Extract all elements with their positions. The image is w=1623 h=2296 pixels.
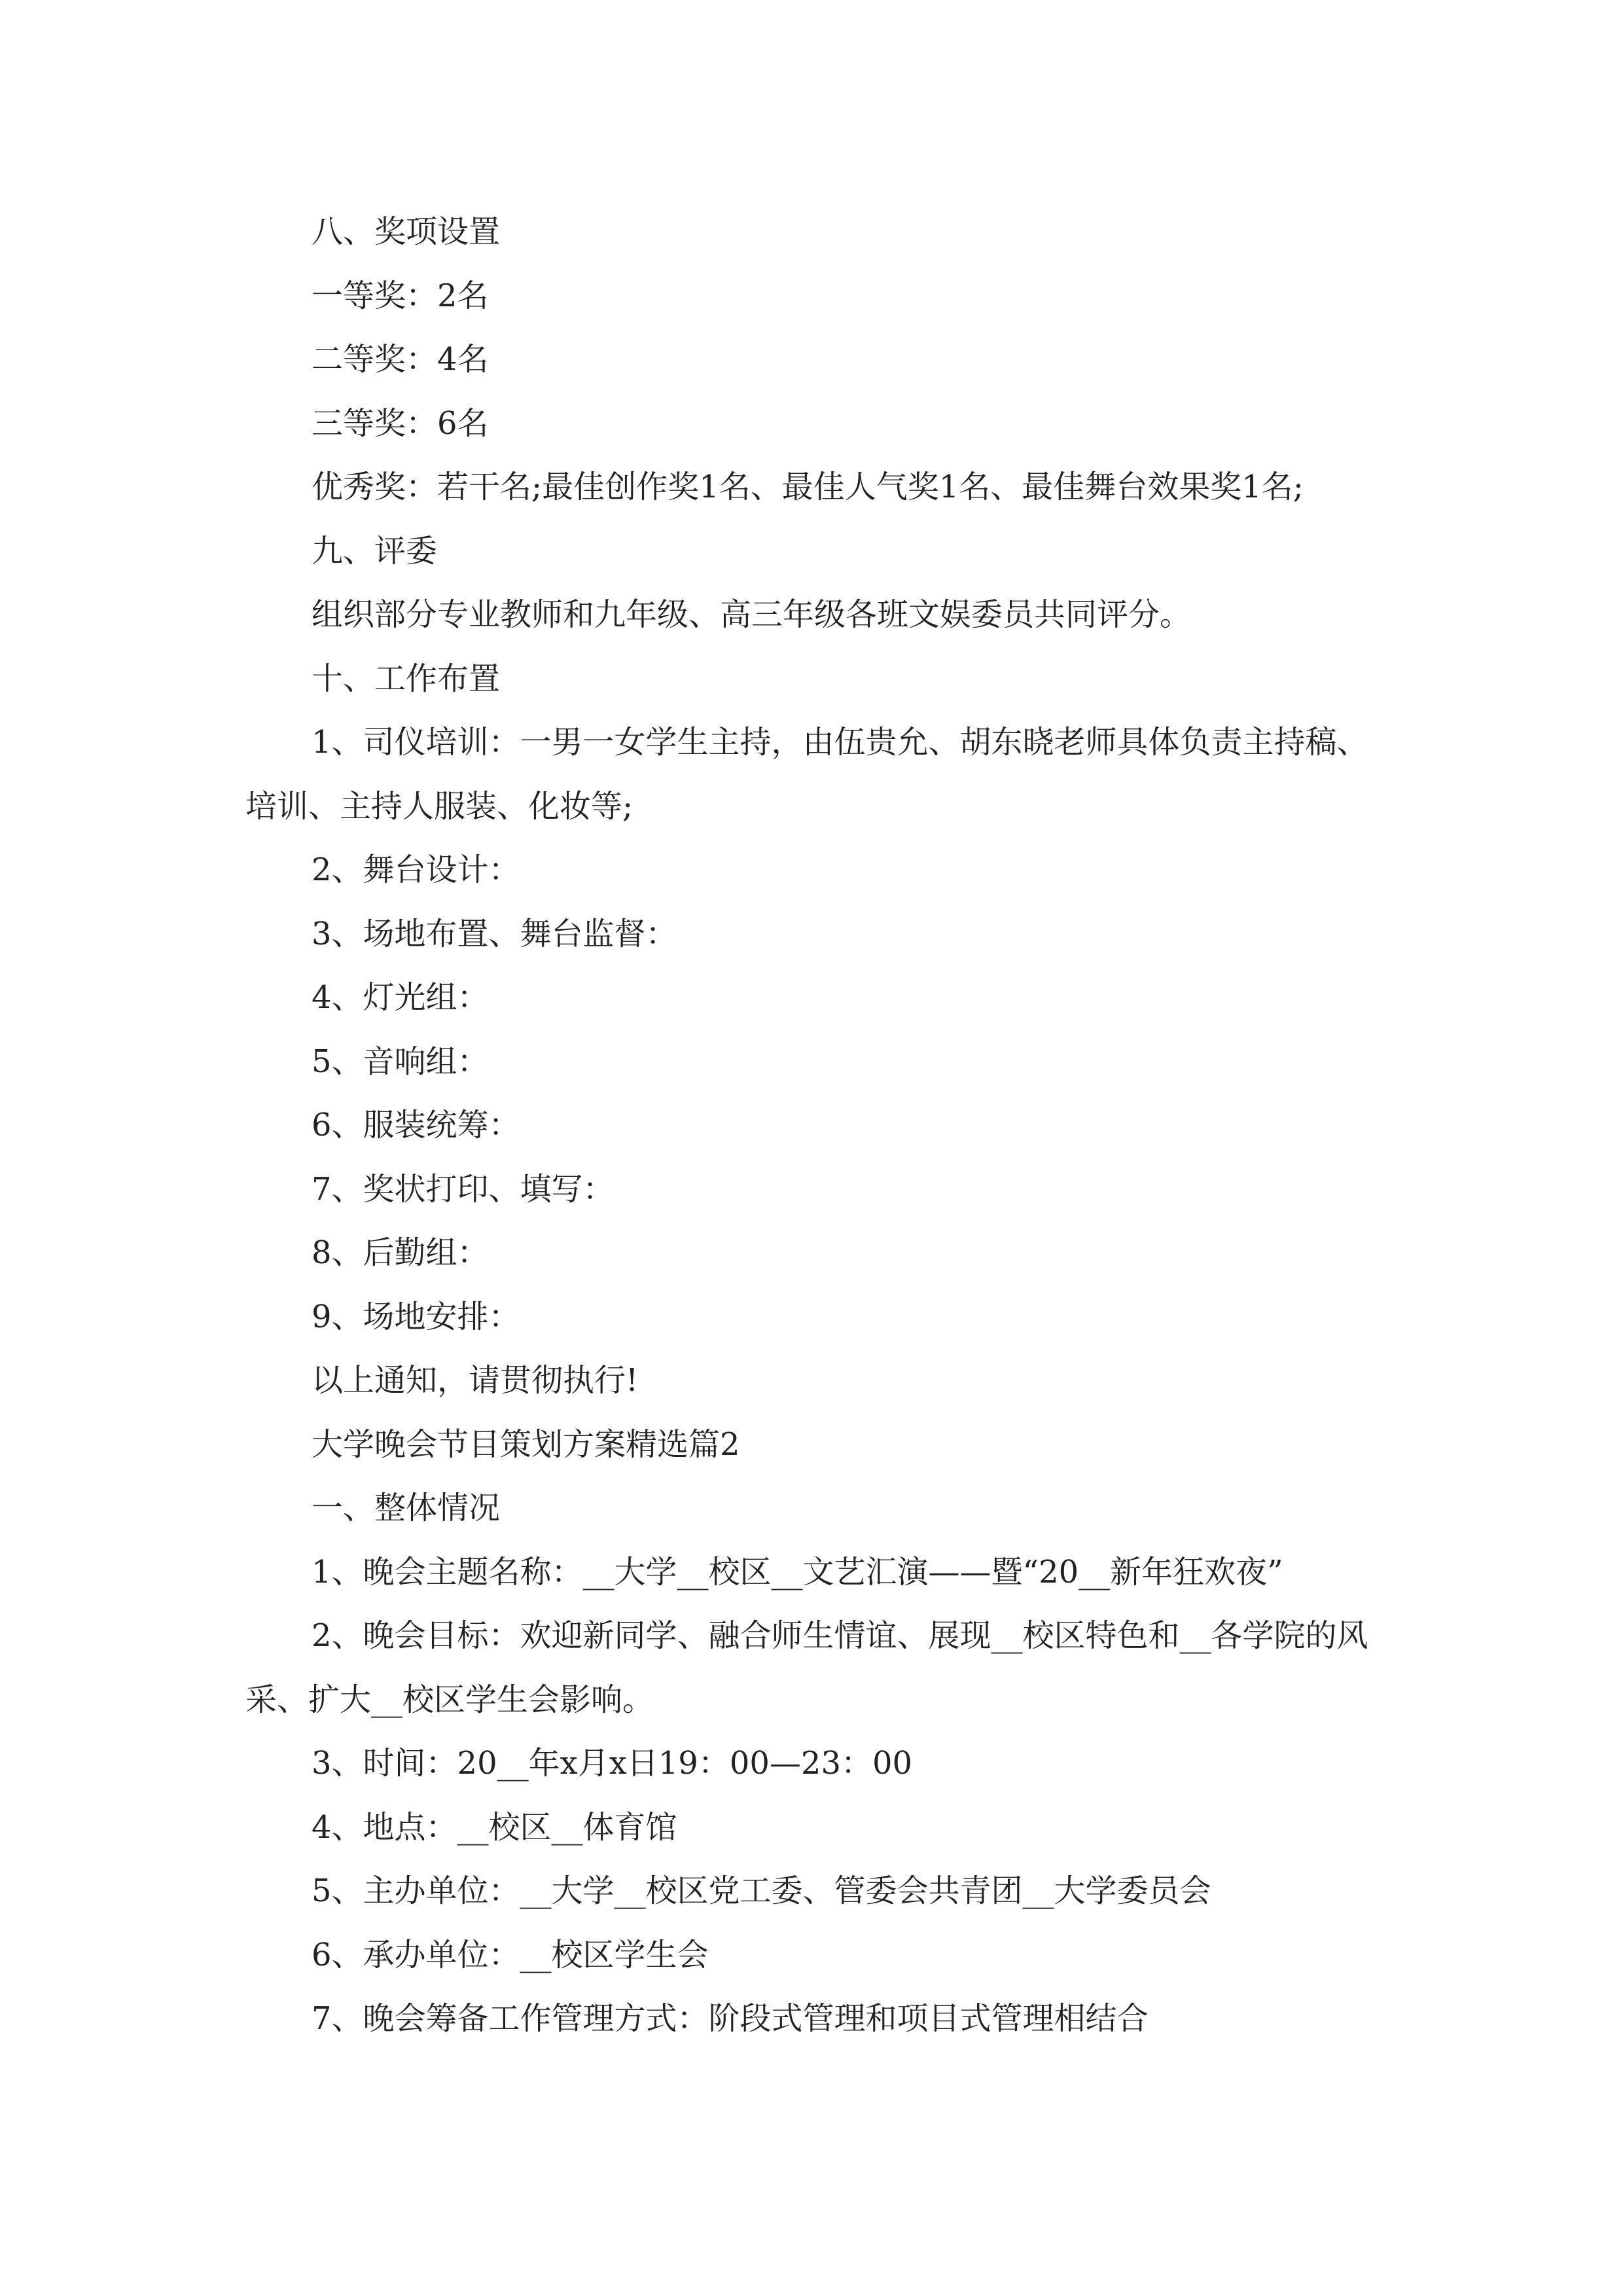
paragraph: 二等奖：4名 [312,341,489,378]
paragraph: 优秀奖：若干名;最佳创作奖1名、最佳人气奖1名、最佳舞台效果奖1名; [312,469,1304,505]
section-heading-awards: 八、奖项设置 [312,213,501,250]
paragraph: 9、场地安排： [312,1298,520,1335]
paragraph: 1、晚会主题名称：__大学__校区__文艺汇演——暨“20__新年狂欢夜” [312,1553,1283,1590]
section-heading-judges: 九、评委 [312,532,438,569]
paragraph: 一等奖：2名 [312,277,489,314]
paragraph: 5、主办单位：__大学__校区党工委、管委会共青团__大学委员会 [312,1873,1211,1909]
document-body [245,200,1397,2051]
paragraph: 以上通知，请贯彻执行! [312,1362,639,1399]
paragraph: 4、灯光组： [312,979,489,1016]
paragraph: 组织部分专业教师和九年级、高三年级各班文娱委员共同评分。 [312,596,1192,633]
paragraph: 5、音响组： [312,1043,489,1080]
paragraph: 3、时间：20__年x月x日19：00—23：00 [312,1745,913,1782]
paragraph: 6、服装统筹： [312,1107,520,1143]
article-title: 大学晚会节目策划方案精选篇2 [312,1426,740,1463]
section-heading-overview: 一、整体情况 [312,1490,501,1526]
paragraph: 6、承办单位：__校区学生会 [312,1936,709,1973]
paragraph: 8、后勤组： [312,1234,489,1271]
paragraph: 2、舞台设计： [312,852,520,888]
paragraph: 三等奖：6名 [312,404,489,442]
paragraph: 4、地点：__校区__体育馆 [312,1808,677,1846]
paragraph: 2、晚会目标：欢迎新同学、融合师生情谊、展现__校区特色和__各学院的风采、扩大__校区学生会影响。 [245,1617,1368,1718]
paragraph: 3、场地布置、舞台监督： [312,915,677,952]
paragraph: 7、奖状打印、填写： [312,1170,615,1208]
paragraph: 7、晚会筹备工作管理方式：阶段式管理和项目式管理相结合 [312,2000,1149,2037]
section-heading-work: 十、工作布置 [312,660,501,697]
paragraph: 1、司仪培训：一男一女学生主持，由伍贵允、胡东晓老师具体负责主持稿、培训、主持人服装、化妆等; [245,724,1368,825]
